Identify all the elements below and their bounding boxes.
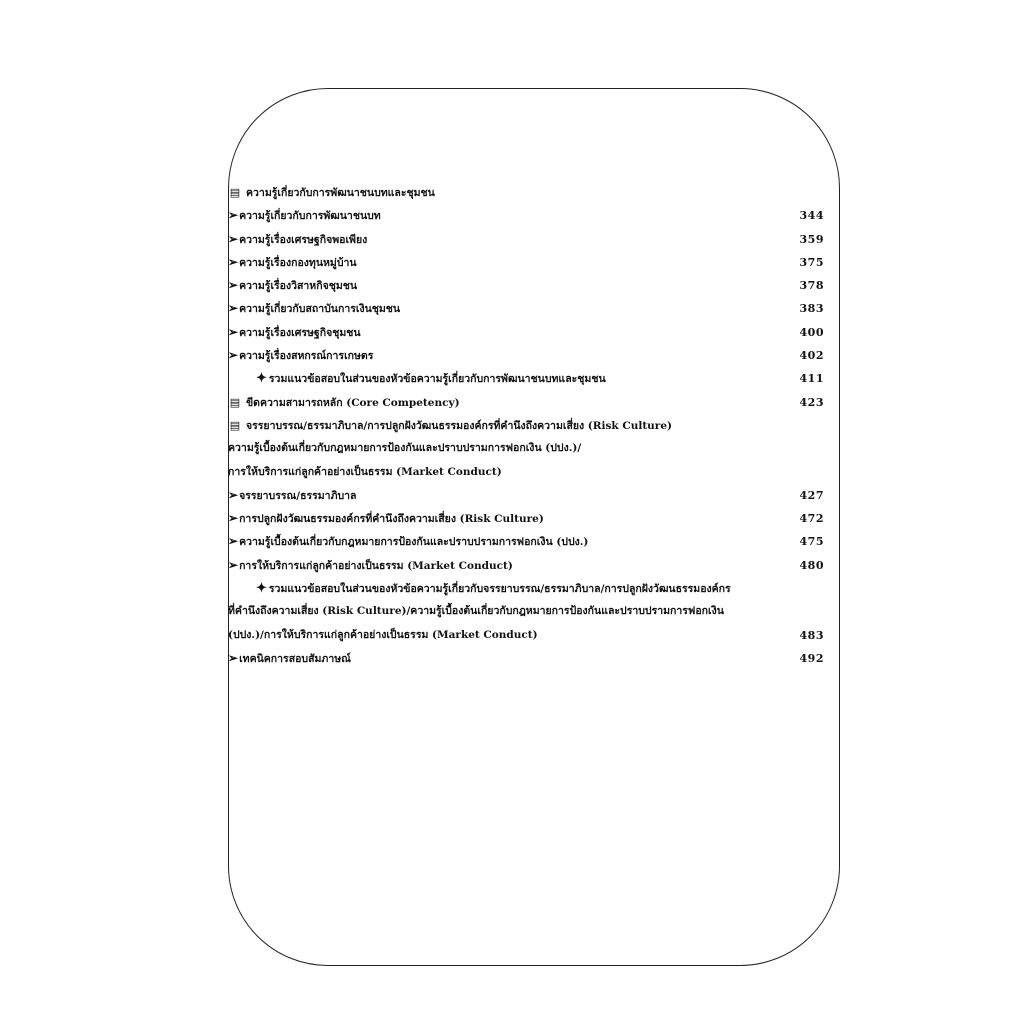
star-icon: ✦ (256, 581, 267, 597)
table-of-contents (228, 181, 824, 670)
star-icon: ✦ (256, 371, 267, 387)
toc-item-label: ความรู้เรื่องเศรษฐกิจชุมชน (239, 326, 361, 339)
toc-item[interactable] (228, 274, 824, 297)
section-title-line: การให้บริการแก่ลูกค้าอย่างเป็นธรรม (Market Conduct) (228, 465, 502, 478)
page-number: 472 (799, 512, 824, 526)
arrow-bullet-icon: ➢ (228, 348, 239, 363)
page-number: 480 (799, 558, 824, 572)
page-number: 427 (799, 488, 824, 502)
section-heading[interactable] (228, 391, 824, 414)
toc-item[interactable] (228, 204, 824, 227)
page-number: 344 (799, 209, 824, 223)
section-heading (228, 181, 824, 204)
section-title: ความรู้เกี่ยวกับการพัฒนาชนบทและชุมชน (246, 187, 435, 199)
review-item[interactable] (228, 577, 824, 600)
arrow-bullet-icon: ➢ (228, 557, 239, 572)
page-number: 402 (799, 349, 824, 363)
toc-item[interactable] (228, 484, 824, 507)
review-item-continued (228, 624, 824, 647)
toc-item[interactable] (228, 297, 824, 320)
arrow-bullet-icon: ➢ (228, 511, 239, 526)
page-number: 383 (799, 302, 824, 316)
section-title-line: ความรู้เบื้องต้นเกี่ยวกับกฎหมายการป้องกันและปราบปรามการฟอกเงิน (ปปง.)/ (228, 442, 582, 455)
toc-item[interactable] (228, 507, 824, 530)
book-icon: ▤ (229, 418, 241, 432)
book-icon: ▤ (229, 186, 241, 199)
page-number: 411 (799, 372, 824, 386)
review-item-continued (228, 600, 824, 623)
arrow-bullet-icon: ➢ (228, 231, 239, 246)
toc-item[interactable] (228, 647, 824, 670)
toc-item-label: ความรู้เรื่องเศรษฐกิจพอเพียง (239, 233, 368, 246)
book-icon: ▤ (229, 395, 241, 409)
arrow-bullet-icon: ➢ (228, 487, 239, 502)
arrow-bullet-icon: ➢ (228, 254, 239, 269)
page-number: 492 (799, 651, 824, 665)
page-number: 400 (799, 325, 824, 339)
page-number: 475 (799, 535, 824, 549)
toc-item[interactable] (228, 530, 824, 553)
arrow-bullet-icon: ➢ (228, 278, 239, 293)
toc-item-label: เทคนิคการสอบสัมภาษณ์ (239, 652, 351, 665)
section-title-continued (228, 461, 824, 484)
toc-item[interactable] (228, 321, 824, 344)
arrow-bullet-icon: ➢ (228, 301, 239, 316)
toc-item[interactable] (228, 228, 824, 251)
arrow-bullet-icon: ➢ (228, 650, 239, 665)
page-number: 483 (799, 628, 824, 642)
review-label: รวมแนวข้อสอบในส่วนของหัวข้อความรู้เกี่ยวกับจรรยาบรรณ/ธรรมาภิบาล/การปลูกฝังวัฒนธรรมองค์กร (268, 583, 731, 596)
toc-item-label: ความรู้เบื้องต้นเกี่ยวกับกฎหมายการป้องกันและปราบปรามการฟอกเงิน (ปปง.) (239, 536, 589, 549)
page-number: 423 (799, 395, 824, 409)
arrow-bullet-icon: ➢ (228, 324, 239, 339)
toc-item-label: ความรู้เกี่ยวกับสถาบันการเงินชุมชน (239, 303, 401, 316)
toc-item[interactable] (228, 251, 824, 274)
section-title: ขีดความสามารถหลัก (Core Competency) (246, 396, 460, 409)
toc-item-label: ความรู้เรื่องสหกรณ์การเกษตร (239, 350, 374, 363)
toc-item[interactable] (228, 554, 824, 577)
toc-item-label: การให้บริการแก่ลูกค้าอย่างเป็นธรรม (Market Conduct) (239, 559, 513, 572)
section-heading (228, 414, 824, 437)
toc-item[interactable] (228, 344, 824, 367)
page-number: 375 (799, 255, 824, 269)
toc-item-label: ความรู้เรื่องกองทุนหมู่บ้าน (239, 256, 357, 269)
arrow-bullet-icon: ➢ (228, 534, 239, 549)
toc-item-label: การปลูกฝังวัฒนธรรมองค์กรที่คำนึงถึงความเสี่ยง (Risk Culture) (239, 513, 544, 526)
section-title-continued (228, 437, 824, 460)
toc-item-label: ความรู้เกี่ยวกับการพัฒนาชนบท (239, 210, 381, 223)
review-label-line: (ปปง.)/การให้บริการแก่ลูกค้าอย่างเป็นธรรม (Market Conduct) (228, 628, 538, 641)
toc-item-label: ความรู้เรื่องวิสาหกิจชุมชน (239, 280, 358, 293)
page-number: 359 (799, 232, 824, 246)
review-item[interactable] (228, 367, 824, 390)
page-number: 378 (799, 279, 824, 293)
arrow-bullet-icon: ➢ (228, 208, 239, 223)
section-title: จรรยาบรรณ/ธรรมาภิบาล/การปลูกฝังวัฒนธรรมองค์กรที่คำนึงถึงความเสี่ยง (Risk Culture) (246, 419, 672, 432)
toc-item-label: จรรยาบรรณ/ธรรมาภิบาล (239, 489, 357, 502)
review-label-line: ที่คำนึงถึงความเสี่ยง (Risk Culture)/ความรู้เบื้องต้นเกี่ยวกับกฎหมายการป้องกันและปราบปรามการฟอกเงิน (228, 605, 724, 618)
review-label: รวมแนวข้อสอบในส่วนของหัวข้อความรู้เกี่ยวกับการพัฒนาชนบทและชุมชน (268, 373, 606, 386)
